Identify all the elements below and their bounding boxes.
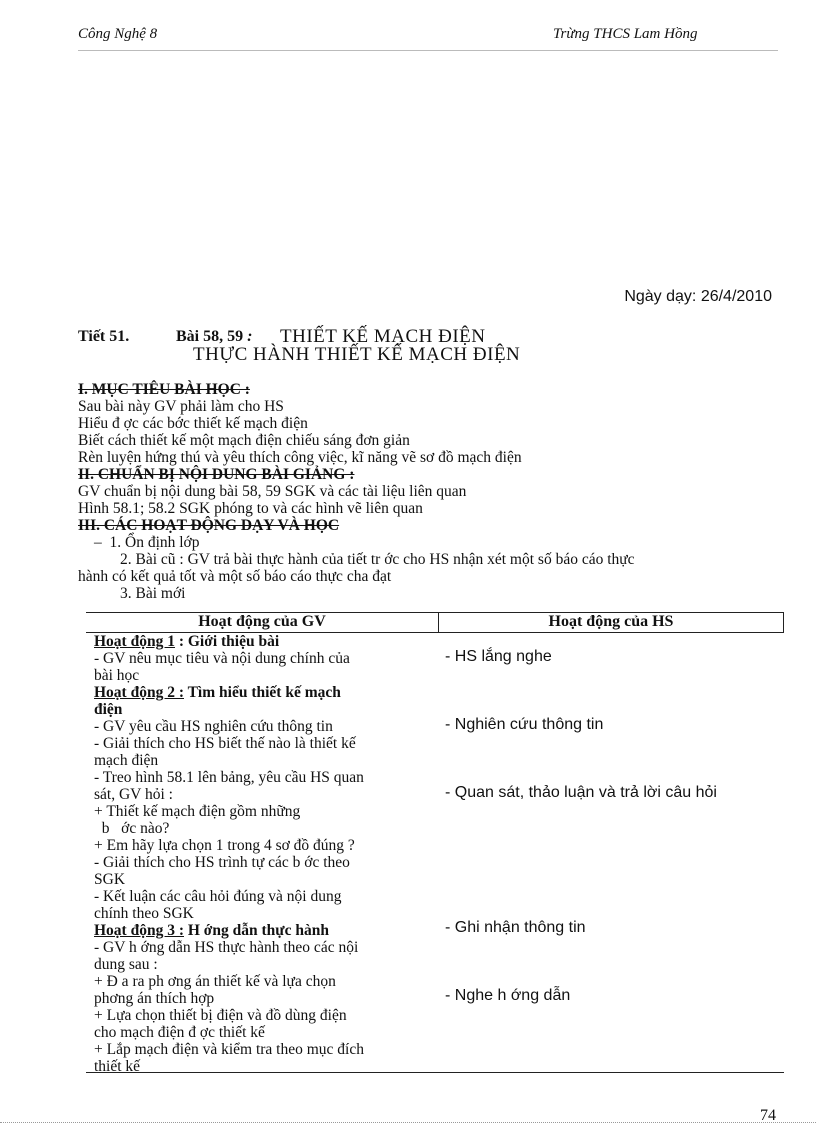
step-3: 3. Bài mới (120, 585, 186, 602)
section-activities-heading: III. CÁC HOẠT ĐỘNG DẠY VÀ HỌC (78, 517, 340, 534)
activity-2-heading (94, 684, 439, 701)
gv-line: + Lắp mạch điện và kiểm tra theo mục đích (94, 1041, 364, 1058)
section-objectives-heading: I. MỤC TIÊU BÀI HỌC : (78, 381, 250, 398)
step-2-cont: hành có kết quả tốt và một số báo cáo thực cha đạt (78, 568, 392, 585)
gv-line: + Đ a ra ph ơng án thiết kế và lựa chọn (94, 973, 336, 990)
lesson-period: Tiết 51. (78, 328, 130, 345)
gv-line: - GV yêu cầu HS nghiên cứu thông tin (94, 718, 333, 735)
gv-line: - Kết luận các câu hỏi đúng và nội dung (94, 888, 342, 905)
section-preparation-heading: II. CHUẨN BỊ NỘI DUNG BÀI GIẢNG : (78, 466, 355, 483)
step-1-text: 1. Ổn định lớp (109, 534, 200, 551)
gv-line: b ớc nào? (94, 820, 170, 837)
header-rule (78, 50, 778, 51)
objective-line: Rèn luyện hứng thú và yêu thích công việc, kĩ năng vẽ sơ đồ mạch điện (78, 449, 522, 466)
activity-3-label: Hoạt động 3 : (94, 922, 184, 939)
teaching-date: Ngày dạy: 26/4/2010 (624, 288, 772, 305)
lesson-title-2: THỰC HÀNH THIẾT KẾ MẠCH ĐIỆN (193, 344, 521, 365)
activity-3-heading (94, 922, 439, 939)
col-header-gv: Hoạt động của GV (86, 613, 439, 633)
page-number: 74 (760, 1107, 776, 1124)
objective-line: Biết cách thiết kế một mạch điện chiếu sáng đơn giản (78, 432, 410, 449)
gv-line: cho mạch điện đ ợc thiết kế (94, 1024, 265, 1041)
objective-line: Sau bài này GV phải làm cho HS (78, 398, 284, 415)
objective-line: Hiểu đ ợc các bớc thiết kế mạch điện (78, 415, 308, 432)
activity-1-title: : Giới thiệu bài (174, 633, 280, 650)
section-objectives (78, 381, 635, 602)
gv-line: - GV nêu mục tiêu và nội dung chính của (94, 650, 350, 667)
lesson-colon: : (247, 328, 253, 345)
hs-response: - Ghi nhận thông tin (445, 919, 586, 936)
gv-line: thiết kế (94, 1058, 141, 1075)
col-header-hs: Hoạt động của HS (439, 613, 784, 633)
header-school: Trừng THCS Lam Hồng (553, 26, 698, 42)
hs-column (439, 633, 784, 1076)
gv-line: + Em hãy lựa chọn 1 trong 4 sơ đồ đúng ? (94, 837, 355, 854)
hs-response: - Nghiên cứu thông tin (445, 716, 604, 733)
gv-line: + Thiết kế mạch điện gồm những (94, 803, 301, 820)
gv-line: - Giải thích cho HS trình tự các b ớc theo (94, 854, 350, 871)
preparation-line: Hình 58.1; 58.2 SGK phóng to và các hình vẽ liên quan (78, 500, 423, 517)
hs-response: - Quan sát, thảo luận và trả lời câu hỏi (445, 784, 717, 801)
activity-2-heading-cont: điện (94, 701, 123, 718)
lesson-title-1: THIẾT KẾ MẠCH ĐIỆN (280, 326, 486, 347)
gv-line: - Giải thích cho HS biết thế nào là thiết kế (94, 735, 356, 752)
activity-table (86, 612, 784, 1075)
gv-line: mạch điện (94, 752, 159, 769)
lesson-number-text: Bài 58, 59 (176, 328, 244, 345)
activity-1-heading (94, 633, 439, 650)
gv-line: sát, GV hỏi : (94, 786, 173, 803)
gv-line: dung sau : (94, 956, 158, 973)
preparation-line: GV chuẩn bị nội dung bài 58, 59 SGK và các tài liệu liên quan (78, 483, 467, 500)
gv-line: chính theo SGK (94, 905, 194, 922)
header-subject: Công Nghệ 8 (78, 26, 158, 42)
hs-response: - HS lắng nghe (445, 648, 552, 665)
gv-line: phơng án thích hợp (94, 990, 215, 1007)
activity-2-label: Hoạt động 2 : (94, 684, 184, 701)
step-1: – 1. Ổn định lớp (94, 534, 200, 551)
activity-1-label: Hoạt động 1 (94, 633, 175, 650)
table-bottom-rule (86, 1072, 784, 1073)
gv-line: + Lựa chọn thiết bị điện và đồ dùng điện (94, 1007, 347, 1024)
gv-line: - Treo hình 58.1 lên bảng, yêu cầu HS quan (94, 769, 364, 786)
gv-line: SGK (94, 871, 126, 888)
step-2: 2. Bài cũ : GV trả bài thực hành của tiết tr ớc cho HS nhận xét một số báo cáo thực (120, 551, 635, 568)
activity-2-title: Tìm hiểu thiết kế mạch (184, 684, 341, 701)
gv-line: bài học (94, 667, 140, 684)
gv-column (86, 633, 439, 1076)
hs-response: - Nghe h ớng dẫn (445, 987, 571, 1004)
activity-3-title: H ớng dẫn thực hành (184, 922, 329, 939)
gv-line: - GV h ớng dẫn HS thực hành theo các nội (94, 939, 359, 956)
